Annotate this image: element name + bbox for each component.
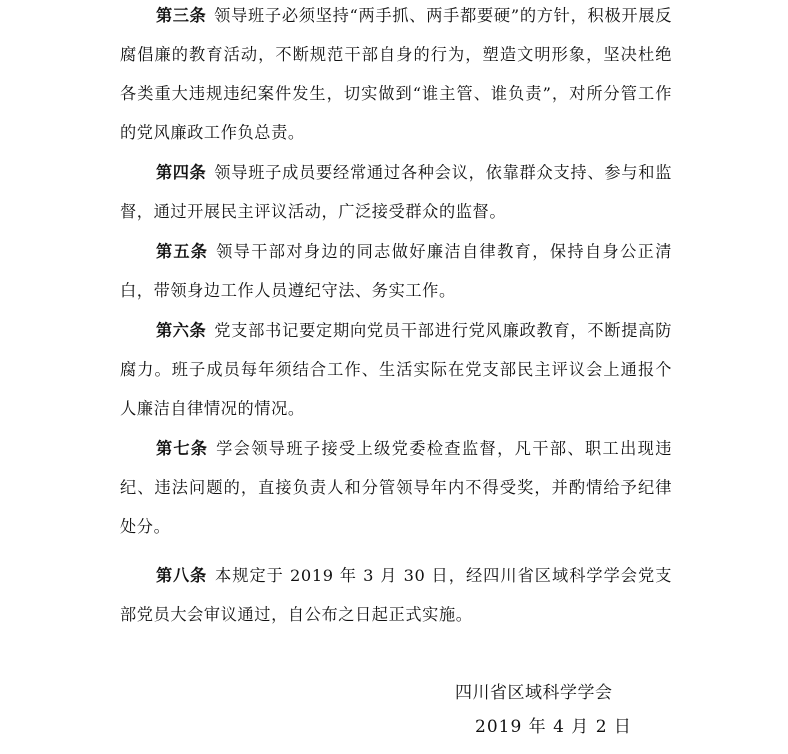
article-7-heading: 第七条 <box>156 439 209 458</box>
article-7 <box>120 429 672 546</box>
article-3-heading: 第三条 <box>156 6 207 25</box>
article-4-heading: 第四条 <box>156 163 207 182</box>
article-6 <box>120 311 672 428</box>
article-8-heading: 第八条 <box>156 566 208 585</box>
article-6-heading: 第六条 <box>156 321 207 340</box>
article-5 <box>120 232 672 310</box>
article-8 <box>120 556 672 634</box>
article-7-text: 学会领导班子接受上级党委检查监督，凡干部、职工出现违纪、违法问题的，直接负责人和分管领导年内不得受奖，并酌情给予纪律处分。 <box>120 439 672 536</box>
signature-organization: 四川省区域科学学会 <box>455 683 613 703</box>
article-3-text: 领导班子必须坚持“两手抓、两手都要硬”的方针，积极开展反腐倡廉的教育活动，不断规范干部自身的行为，塑造文明形象，坚决杜绝各类重大违规违纪案件发生，切实做到“谁主管、谁负责”，对所分管工作的党风廉政工作负总责。 <box>120 6 672 142</box>
article-3 <box>120 0 672 152</box>
article-4 <box>120 153 672 231</box>
signature-date: 2019 年 4 月 2 日 <box>475 717 632 737</box>
article-4-text: 领导班子成员要经常通过各种会议，依靠群众支持、参与和监督，通过开展民主评议活动，广泛接受群众的监督。 <box>120 163 672 221</box>
article-5-text: 领导干部对身边的同志做好廉洁自律教育，保持自身公正清白，带领身边工作人员遵纪守法、务实工作。 <box>120 242 672 300</box>
article-8-text: 本规定于 2019 年 3 月 30 日，经四川省区域科学学会党支部党员大会审议通过，自公布之日起正式实施。 <box>120 566 673 624</box>
article-5-heading: 第五条 <box>156 242 209 261</box>
article-6-text: 党支部书记要定期向党员干部进行党风廉政教育，不断提高防腐力。班子成员每年须结合工作、生活实际在党支部民主评议会上通报个人廉洁自律情况的情况。 <box>120 321 672 418</box>
